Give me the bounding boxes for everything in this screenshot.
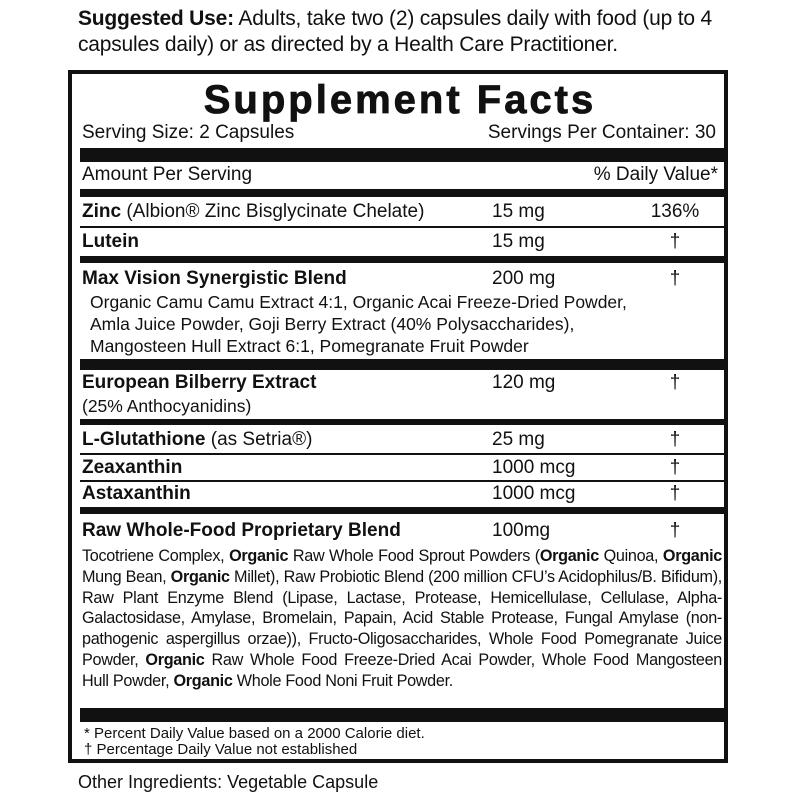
max-vision-amount: 200 mg xyxy=(492,268,556,289)
glutathione-dv: † xyxy=(669,429,681,450)
serving-row xyxy=(82,122,722,144)
suggested-use-text: Adults, take two (2) capsules daily with food (up to 4 capsules daily) or as directed by a Health Care Practitioner. xyxy=(78,7,712,56)
medium-divider xyxy=(80,507,724,514)
zeaxanthin-dv: † xyxy=(669,457,681,478)
amount-header: Amount Per Serving xyxy=(82,164,253,185)
suggested-use-label: Suggested Use: xyxy=(78,7,234,30)
nutrient-row-lutein xyxy=(82,231,722,253)
ingredient-text: Tocotriene Complex, xyxy=(82,547,230,565)
ingredient-text: Whole Food Noni Fruit Powder. xyxy=(232,671,453,690)
organic-label: Organic xyxy=(229,547,289,565)
organic-label: Organic xyxy=(145,650,205,669)
nutrient-row-astaxanthin xyxy=(82,483,722,505)
lutein-amount: 15 mg xyxy=(492,231,545,252)
divider-line xyxy=(80,453,724,455)
supplement-facts-panel xyxy=(68,70,728,763)
footnote-daily-value: * Percent Daily Value based on a 2000 Calorie diet. xyxy=(84,725,425,742)
max-vision-line2: Amla Juice Powder, Goji Berry Extract (40% Polysaccharides), xyxy=(90,314,575,334)
lutein-dv: † xyxy=(669,231,681,252)
ingredient-text: Millet), Raw Probiotic Blend (200 million CFU’s Acidophilus/B. Bifidum), Raw Plant Enzyme Blend (Lipase, Lactase, Protease, Hemicellulase, Cellulase, Alpha-Galactosidase, Amylase, Bromelain, Papain, Acid Stable Protease, Fungal Amylase (non-pathogenic aspergillus orzae)), Fructo-Oligosaccharides, Whole Food Pomegranate Juice Powder, xyxy=(82,567,722,669)
organic-label: Organic xyxy=(539,547,599,565)
raw-blend-ingredients xyxy=(82,546,722,692)
glutathione-amount: 25 mg xyxy=(492,429,545,450)
astaxanthin-name: Astaxanthin xyxy=(82,483,191,504)
serving-size: Serving Size: 2 Capsules xyxy=(82,122,295,143)
zinc-detail: (Albion® Zinc Bisglycinate Chelate) xyxy=(121,201,425,222)
organic-label: Organic xyxy=(662,547,722,565)
servings-per-container: Servings Per Container: 30 xyxy=(487,122,716,143)
max-vision-name: Max Vision Synergistic Blend xyxy=(82,268,347,289)
bilberry-name: European Bilberry Extract xyxy=(82,372,317,393)
nutrient-row-zinc xyxy=(82,201,722,223)
dv-header: % Daily Value* xyxy=(593,164,718,185)
medium-divider xyxy=(80,256,724,263)
bilberry-amount: 120 mg xyxy=(492,372,556,393)
glutathione-name: L-Glutathione xyxy=(82,429,206,450)
header-row xyxy=(82,164,722,186)
zeaxanthin-name: Zeaxanthin xyxy=(82,457,183,478)
bilberry-sub: (25% Anthocyanidins) xyxy=(82,396,252,416)
zinc-name: Zinc xyxy=(82,201,122,222)
astaxanthin-amount: 1000 mcg xyxy=(492,483,576,504)
ingredient-text: Quinoa, xyxy=(598,547,663,565)
max-vision-dv: † xyxy=(669,268,681,289)
suggested-use xyxy=(78,6,738,58)
ingredient-text: Mung Bean, xyxy=(82,567,171,586)
organic-label: Organic xyxy=(173,671,233,690)
raw-blend-amount: 100mg xyxy=(492,520,551,541)
nutrient-row-max-vision xyxy=(82,268,722,290)
bilberry-dv: † xyxy=(669,372,681,393)
zeaxanthin-amount: 1000 mcg xyxy=(492,457,576,478)
divider-line xyxy=(80,480,724,482)
nutrient-row-zeaxanthin xyxy=(82,457,722,479)
ingredient-text: Raw Whole Food Sprout Powders ( xyxy=(288,547,540,565)
thick-divider xyxy=(80,708,724,722)
zinc-amount: 15 mg xyxy=(492,201,545,222)
thick-divider xyxy=(80,148,724,162)
facts-title: Supplement Facts xyxy=(203,78,597,122)
other-ingredients: Other Ingredients: Vegetable Capsule xyxy=(78,772,379,792)
thick-divider xyxy=(80,359,724,370)
raw-blend-name: Raw Whole-Food Proprietary Blend xyxy=(82,520,401,541)
medium-divider xyxy=(80,419,724,425)
astaxanthin-dv: † xyxy=(669,483,681,504)
nutrient-row-glutathione xyxy=(82,429,722,451)
organic-label: Organic xyxy=(170,567,230,586)
medium-divider xyxy=(80,189,724,197)
ingredient-text: Raw Whole Food Freeze-Dried Acai Powder, Whole Food Mangosteen Hull Powder, xyxy=(82,650,722,690)
divider-line xyxy=(80,226,724,228)
zinc-dv: 136% xyxy=(650,201,700,222)
nutrient-row-bilberry xyxy=(82,372,722,394)
nutrient-row-raw-blend xyxy=(82,520,722,542)
footnote-not-established: † Percentage Daily Value not established xyxy=(84,741,358,758)
glutathione-detail: (as Setria®) xyxy=(205,429,313,450)
lutein-name: Lutein xyxy=(82,231,139,252)
max-vision-line1: Organic Camu Camu Extract 4:1, Organic Acai Freeze-Dried Powder, xyxy=(90,292,627,312)
max-vision-line3: Mangosteen Hull Extract 6:1, Pomegranate Fruit Powder xyxy=(90,336,529,356)
raw-blend-dv: † xyxy=(669,520,681,541)
